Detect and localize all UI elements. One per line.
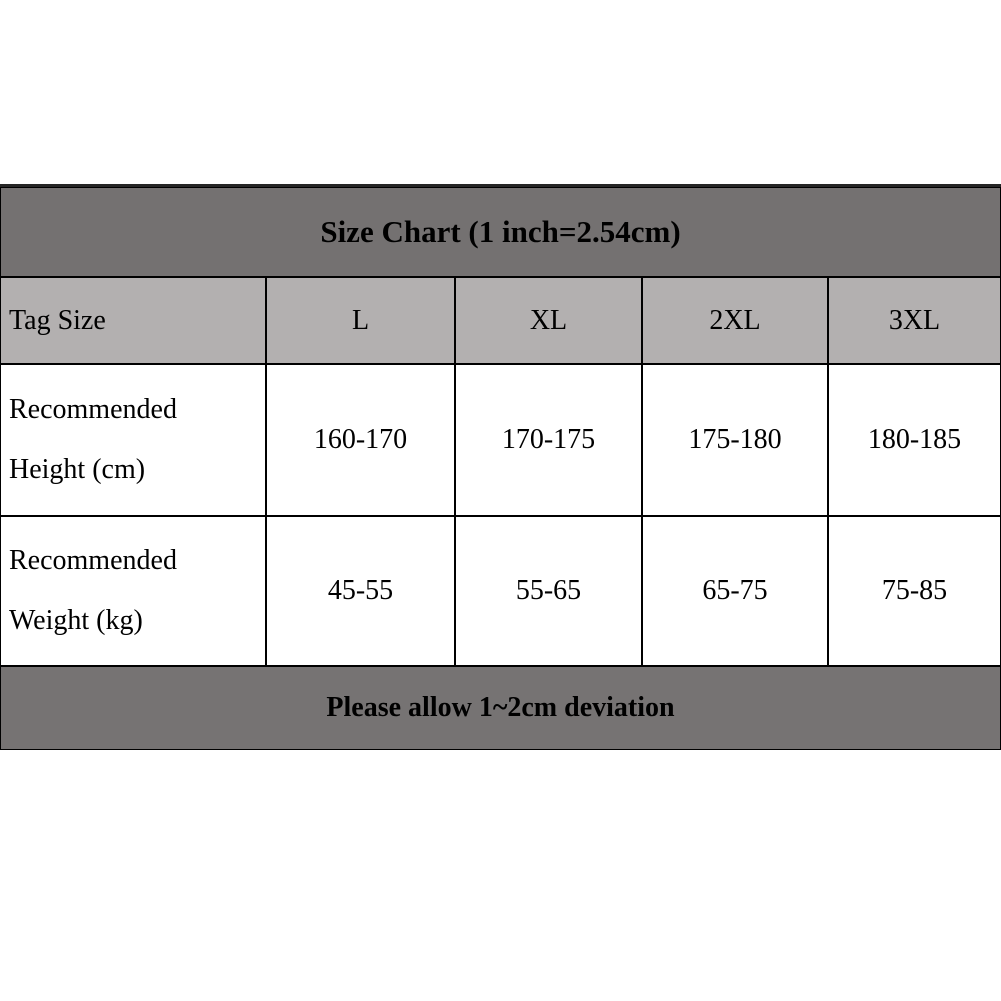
column-header-size-l: L (266, 277, 455, 364)
deviation-note: Please allow 1~2cm deviation (326, 692, 675, 723)
row-label-line1: Recommended (9, 545, 177, 576)
column-header-size-3xl: 3XL (828, 277, 1001, 364)
table-title-row (0, 187, 1001, 277)
height-value-l: 160-170 (266, 364, 455, 516)
column-header-size-2xl: 2XL (642, 277, 828, 364)
column-header-tag-size: Tag Size (0, 277, 266, 364)
height-value-xl: 170-175 (455, 364, 642, 516)
row-label-line2: Height (cm) (9, 454, 146, 486)
weight-value-3xl: 75-85 (828, 516, 1001, 666)
table-footer-row (0, 666, 1001, 750)
weight-value-l: 45-55 (266, 516, 455, 666)
size-chart-table (0, 184, 1001, 747)
row-label-line2: Weight (kg) (9, 605, 143, 636)
weight-value-xl: 55-65 (455, 516, 642, 666)
row-label-recommended-weight (0, 516, 266, 666)
row-label-line1: Recommended (9, 393, 177, 425)
table-title: Size Chart (1 inch=2.54cm) (320, 214, 681, 249)
height-value-2xl: 175-180 (642, 364, 828, 516)
height-value-3xl: 180-185 (828, 364, 1001, 516)
column-header-size-xl: XL (455, 277, 642, 364)
row-label-recommended-height (0, 364, 266, 516)
weight-value-2xl: 65-75 (642, 516, 828, 666)
